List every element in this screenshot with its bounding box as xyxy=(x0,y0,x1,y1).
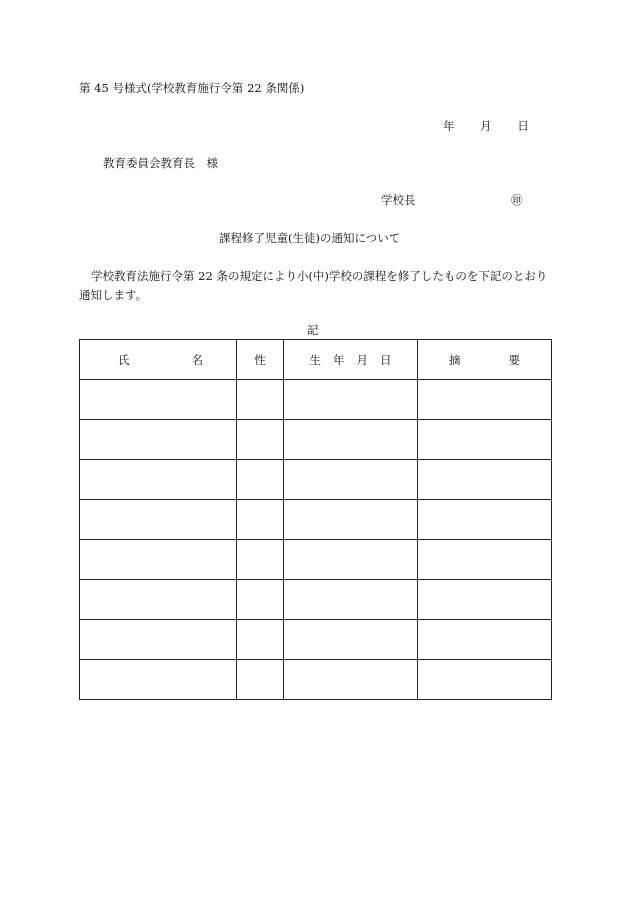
date-year-label: 年 xyxy=(443,119,455,133)
birthdate-cell[interactable] xyxy=(284,660,418,700)
table-row xyxy=(80,620,552,660)
name-cell[interactable] xyxy=(80,420,237,460)
header-name-char-2: 名 xyxy=(191,352,203,367)
date-line xyxy=(443,119,529,133)
sex-cell[interactable] xyxy=(237,580,284,620)
name-cell[interactable] xyxy=(80,500,237,540)
header-summary-char-2: 要 xyxy=(508,352,520,367)
name-cell[interactable] xyxy=(80,380,237,420)
sex-cell[interactable] xyxy=(237,420,284,460)
summary-cell[interactable] xyxy=(418,660,552,700)
header-name-char-1: 氏 xyxy=(118,352,130,367)
table-row xyxy=(80,420,552,460)
records-table xyxy=(79,339,552,700)
birthdate-cell[interactable] xyxy=(284,500,418,540)
body-text: 学校教育法施行令第 22 条の規定により小(中)学校の課程を修了したものを下記のとおり通知します。 xyxy=(79,269,548,302)
sex-cell[interactable] xyxy=(237,660,284,700)
addressee: 教育委員会教育長 様 xyxy=(103,156,218,170)
header-sex: 性 xyxy=(237,340,284,380)
sex-cell[interactable] xyxy=(237,460,284,500)
ki-heading: 記 xyxy=(307,323,319,337)
name-cell[interactable] xyxy=(80,620,237,660)
date-day-label: 日 xyxy=(517,119,529,133)
table-row xyxy=(80,500,552,540)
birthdate-cell[interactable] xyxy=(284,460,418,500)
records-body xyxy=(80,380,552,700)
header-birthdate-char-2: 年 xyxy=(333,352,345,367)
birthdate-cell[interactable] xyxy=(284,380,418,420)
header-birthdate-char-3: 月 xyxy=(356,352,368,367)
summary-cell[interactable] xyxy=(418,540,552,580)
sex-cell[interactable] xyxy=(237,620,284,660)
header-birthdate-char-1: 生 xyxy=(309,352,321,367)
table-row xyxy=(80,580,552,620)
birthdate-cell[interactable] xyxy=(284,540,418,580)
summary-cell[interactable] xyxy=(418,580,552,620)
principal-label: 学校長 xyxy=(381,193,416,207)
form-number: 第 45 号様式(学校教育施行令第 22 条関係) xyxy=(79,81,305,95)
name-cell[interactable] xyxy=(80,460,237,500)
table-row xyxy=(80,540,552,580)
document-title: 課程修了児童(生徒)の通知について xyxy=(219,231,401,245)
birthdate-cell[interactable] xyxy=(284,580,418,620)
summary-cell[interactable] xyxy=(418,380,552,420)
header-summary-char-1: 摘 xyxy=(449,352,461,367)
summary-cell[interactable] xyxy=(418,460,552,500)
table-row xyxy=(80,660,552,700)
header-summary xyxy=(418,340,552,380)
summary-cell[interactable] xyxy=(418,500,552,540)
sex-cell[interactable] xyxy=(237,500,284,540)
header-name xyxy=(80,340,237,380)
table-row xyxy=(80,460,552,500)
table-row xyxy=(80,380,552,420)
sex-cell[interactable] xyxy=(237,380,284,420)
birthdate-cell[interactable] xyxy=(284,620,418,660)
summary-cell[interactable] xyxy=(418,620,552,660)
table-header-row xyxy=(80,340,552,380)
date-month-label: 月 xyxy=(480,119,492,133)
name-cell[interactable] xyxy=(80,540,237,580)
summary-cell[interactable] xyxy=(418,420,552,460)
name-cell[interactable] xyxy=(80,580,237,620)
seal-mark: ㊞ xyxy=(511,193,523,207)
birthdate-cell[interactable] xyxy=(284,420,418,460)
sex-cell[interactable] xyxy=(237,540,284,580)
header-birthdate-char-4: 日 xyxy=(380,352,392,367)
name-cell[interactable] xyxy=(80,660,237,700)
header-birthdate xyxy=(284,340,418,380)
